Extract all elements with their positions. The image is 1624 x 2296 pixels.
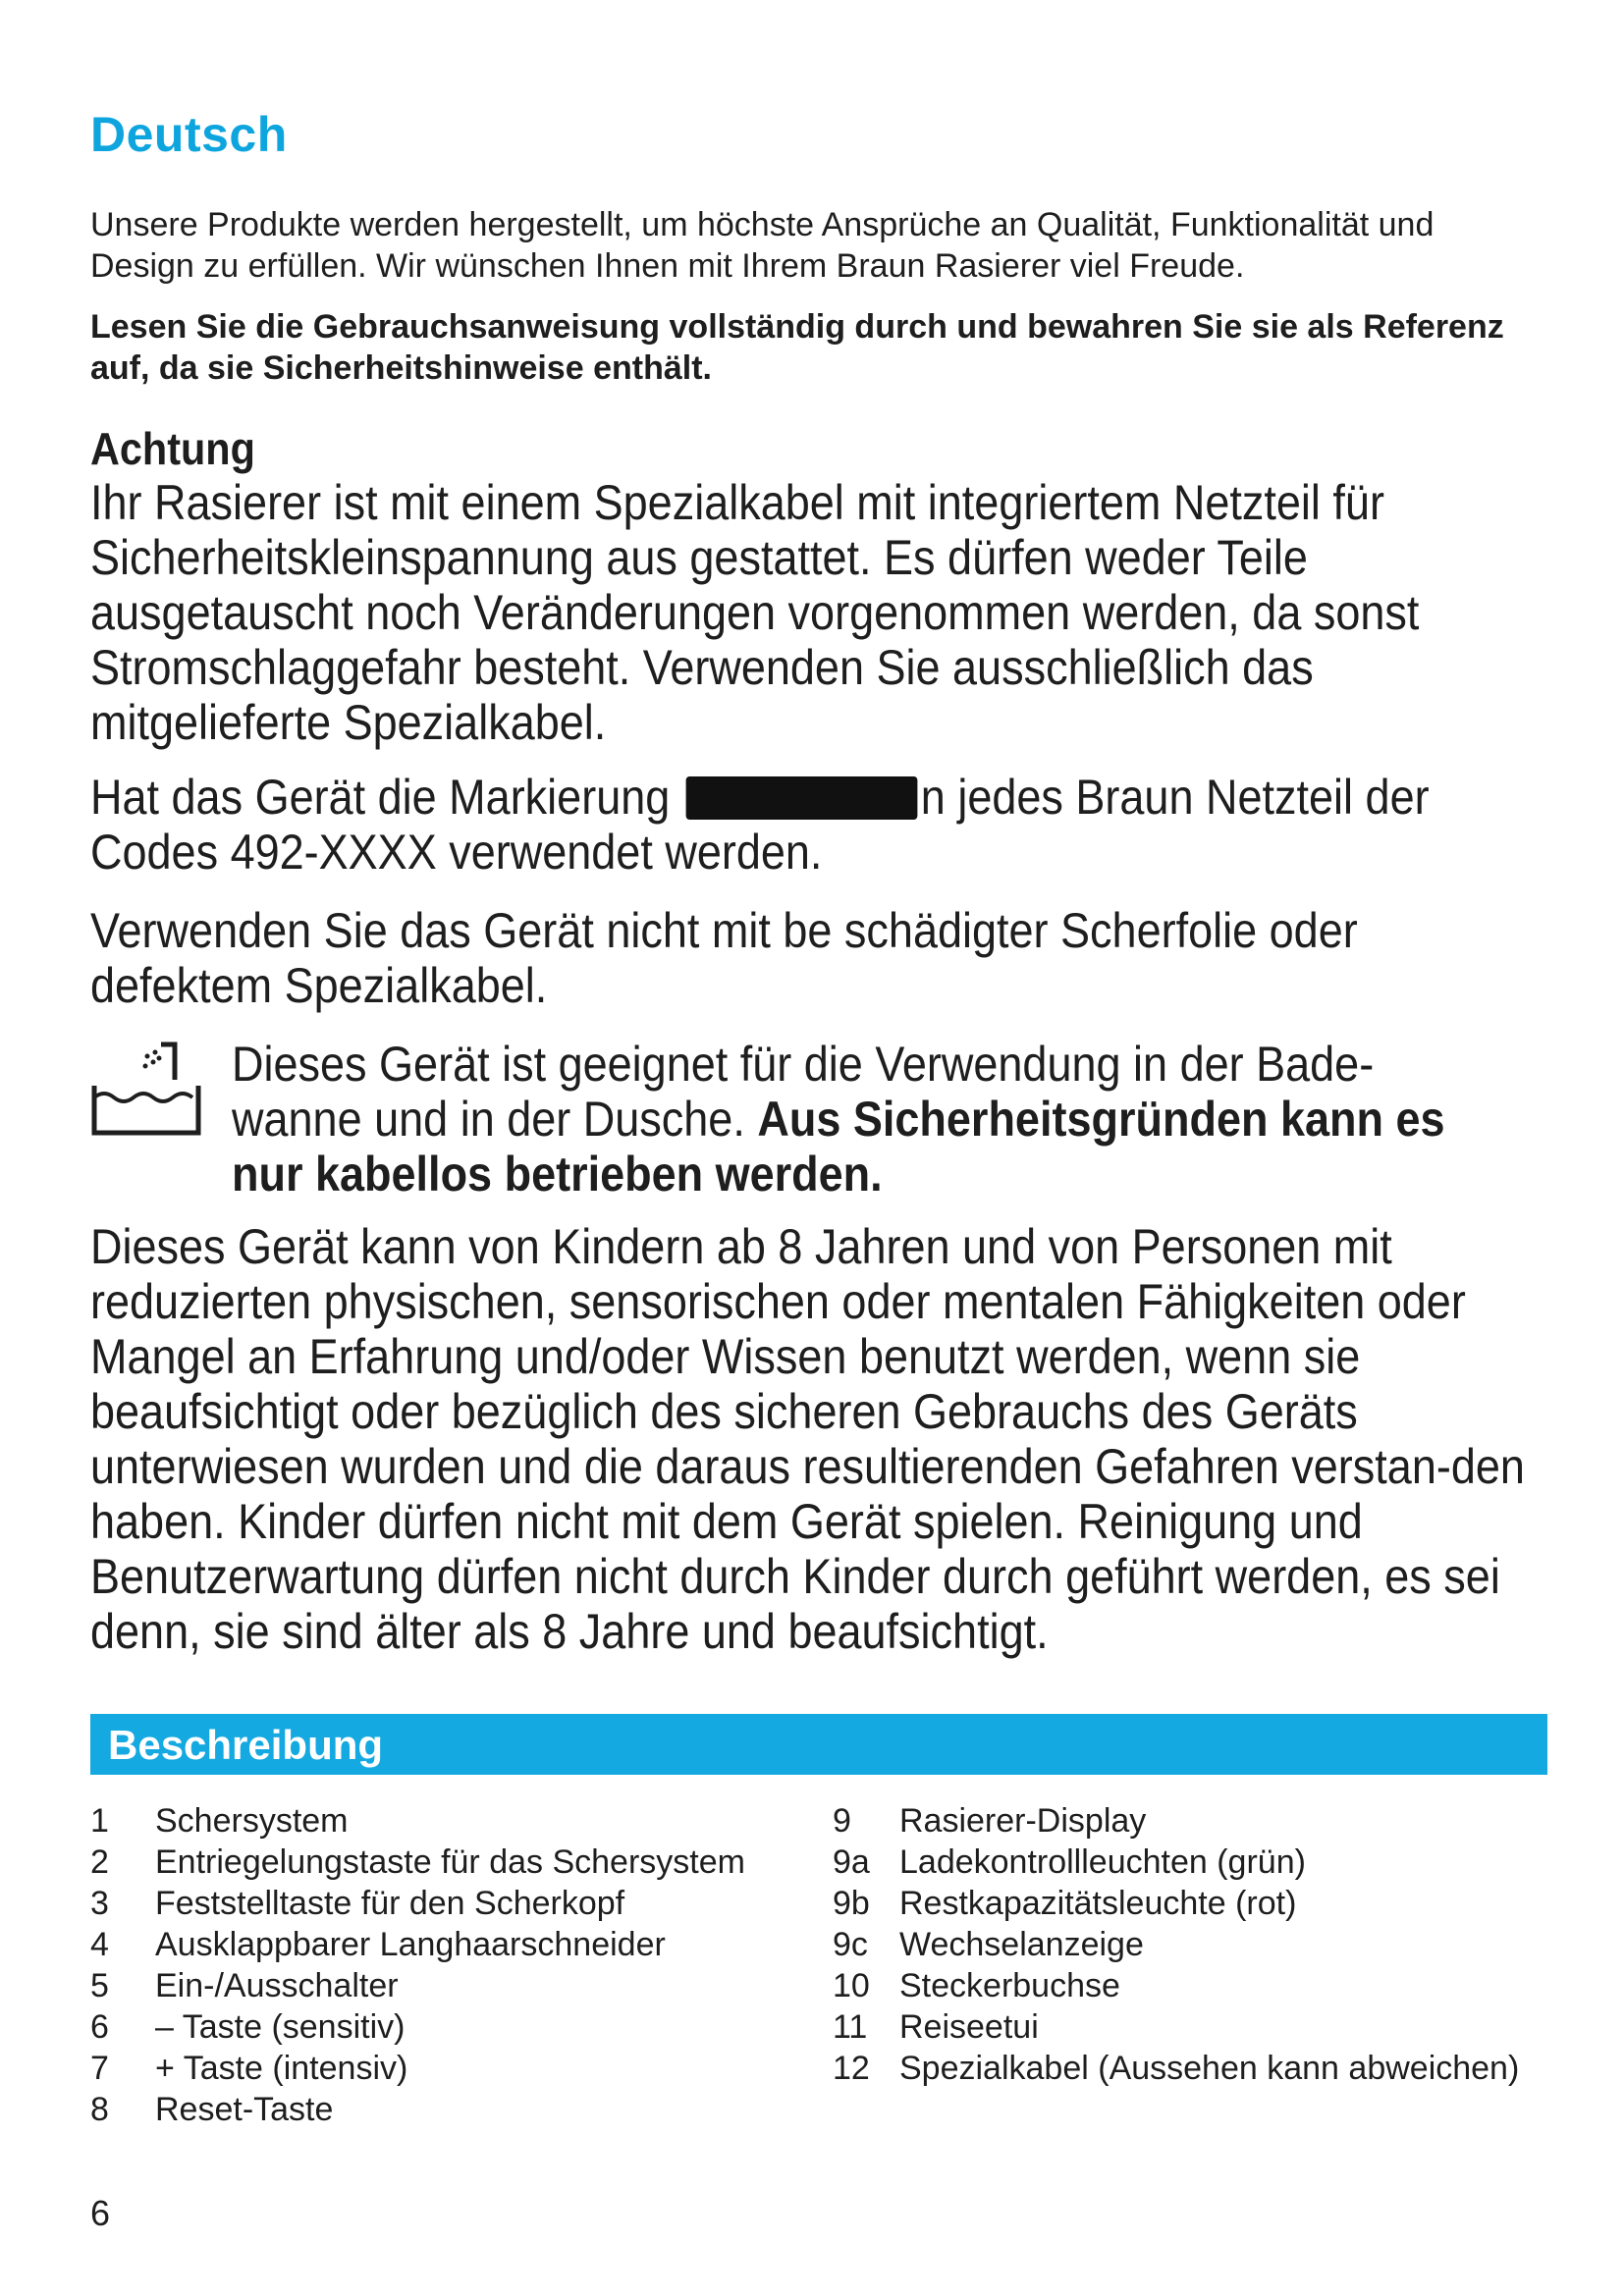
item-label: Reiseetui xyxy=(899,2008,1039,2046)
bathtub-shower-icon xyxy=(86,1037,206,1139)
warning-heading: Achtung xyxy=(90,423,255,474)
item-number: 12 xyxy=(833,2050,870,2087)
bath-text: Dieses Gerät ist geeignet für die Verwendung in der Bade-wanne und in der Dusche. xyxy=(232,1037,1375,1147)
item-label: Ladekontrollleuchten (grün) xyxy=(899,1843,1306,1881)
read-instructions-note: Lesen Sie die Gebrauchsanweisung vollständig durch und bewahren Sie sie als Referenz auf, da sie Sicherheitshinweise enthält. xyxy=(90,308,1504,387)
list-item xyxy=(90,2089,837,2130)
parts-list-left xyxy=(90,1800,837,2130)
list-item xyxy=(833,2048,1540,2089)
item-number: 3 xyxy=(90,1885,109,1922)
item-number: 4 xyxy=(90,1926,109,1963)
item-label: Spezialkabel (Aussehen kann abweichen) xyxy=(899,2050,1520,2087)
list-item xyxy=(90,1883,837,1924)
list-item xyxy=(833,1924,1540,1965)
parts-list-right xyxy=(833,1800,1540,2089)
intro-paragraph: Unsere Produkte werden hergestellt, um höchste Ansprüche an Qualität, Funktionalität und Design zu erfüllen. Wir wünschen Ihnen mit Ihrem Braun Rasierer viel Freude. xyxy=(90,206,1435,285)
marking-text-after: n jedes Braun Netzteil der Codes 492-XXXX verwendet werden. xyxy=(90,770,1430,880)
cable-warning-paragraph: Ihr Rasierer ist mit einem Spezialkabel mit integriertem Netzteil für Sicherheitskleinspannung aus gestattet. Es dürfen weder Teile ausgetauscht noch Veränderungen vorgenommen werden, da sonst Stromschlaggefahr besteht. Verwenden Sie ausschließlich das mitgelieferte Spezialkabel. xyxy=(90,475,1420,750)
list-item xyxy=(90,2006,837,2048)
item-label: Feststelltaste für den Scherkopf xyxy=(155,1885,625,1922)
bath-use-paragraph xyxy=(232,1037,1487,1201)
item-label: + Taste (intensiv) xyxy=(155,2050,408,2087)
damage-warning-paragraph: Verwenden Sie das Gerät nicht mit be schädigter Scherfolie oder defektem Spezialkabel. xyxy=(90,903,1358,1013)
children-warning-paragraph: Dieses Gerät kann von Kindern ab 8 Jahren und von Personen mit reduzierten physischen, sensorischen oder mentalen Fähigkeiten oder Mangel an Erfahrung und/oder Wissen benutzt werden, wenn sie beaufsichtigt oder bezüglich des sicheren Gebrauchs des Geräts unterwiesen wurden und die daraus resultierenden Gefahren verstan-den haben. Kinder dürfen nicht mit dem Gerät spielen. Reinigung und Benutzerwartung dürfen nicht durch Kinder durch geführt werden, es sei denn, sie sind älter als 8 Jahre und beaufsichtigt. xyxy=(90,1219,1525,1659)
list-item xyxy=(833,2006,1540,2048)
description-section-bar xyxy=(90,1714,1547,1775)
language-title: Deutsch xyxy=(90,107,288,162)
item-number: 9 xyxy=(833,1802,851,1840)
item-number: 9c xyxy=(833,1926,868,1963)
item-number: 9a xyxy=(833,1843,870,1881)
list-item xyxy=(90,2048,837,2089)
item-number: 10 xyxy=(833,1967,870,2004)
list-item xyxy=(833,1800,1540,1842)
item-label: Wechselanzeige xyxy=(899,1926,1144,1963)
item-number: 11 xyxy=(833,2008,868,2046)
bath-bold-text: Aus Sicherheitsgründen kann es nur kabellos betrieben werden. xyxy=(232,1092,1445,1201)
item-label: Ausklappbarer Langhaarschneider xyxy=(155,1926,666,1963)
item-label: Steckerbuchse xyxy=(899,1967,1120,2004)
list-item xyxy=(833,1965,1540,2006)
item-label: – Taste (sensitiv) xyxy=(155,2008,406,2046)
item-number: 6 xyxy=(90,2008,109,2046)
list-item xyxy=(833,1842,1540,1883)
page-number: 6 xyxy=(90,2193,111,2233)
item-label: Reset-Taste xyxy=(155,2091,334,2128)
item-number: 2 xyxy=(90,1843,109,1881)
item-number: 1 xyxy=(90,1802,109,1840)
item-label: Schersystem xyxy=(155,1802,349,1840)
item-label: Restkapazitätsleuchte (rot) xyxy=(899,1885,1297,1922)
list-item xyxy=(90,1800,837,1842)
item-label: Ein-/Ausschalter xyxy=(155,1967,399,2004)
list-item xyxy=(90,1924,837,1965)
item-number: 8 xyxy=(90,2091,109,2128)
item-label: Entriegelungstaste für das Schersystem xyxy=(155,1843,745,1881)
redacted-marking-symbol xyxy=(685,776,917,820)
item-number: 9b xyxy=(833,1885,870,1922)
item-number: 7 xyxy=(90,2050,109,2087)
marking-paragraph xyxy=(90,770,1540,880)
item-number: 5 xyxy=(90,1967,109,2004)
description-title: Beschreibung xyxy=(108,1722,384,1768)
list-item xyxy=(833,1883,1540,1924)
item-label: Rasierer-Display xyxy=(899,1802,1147,1840)
list-item xyxy=(90,1965,837,2006)
marking-text-before: Hat das Gerät die Markierung xyxy=(90,770,671,825)
list-item xyxy=(90,1842,837,1883)
